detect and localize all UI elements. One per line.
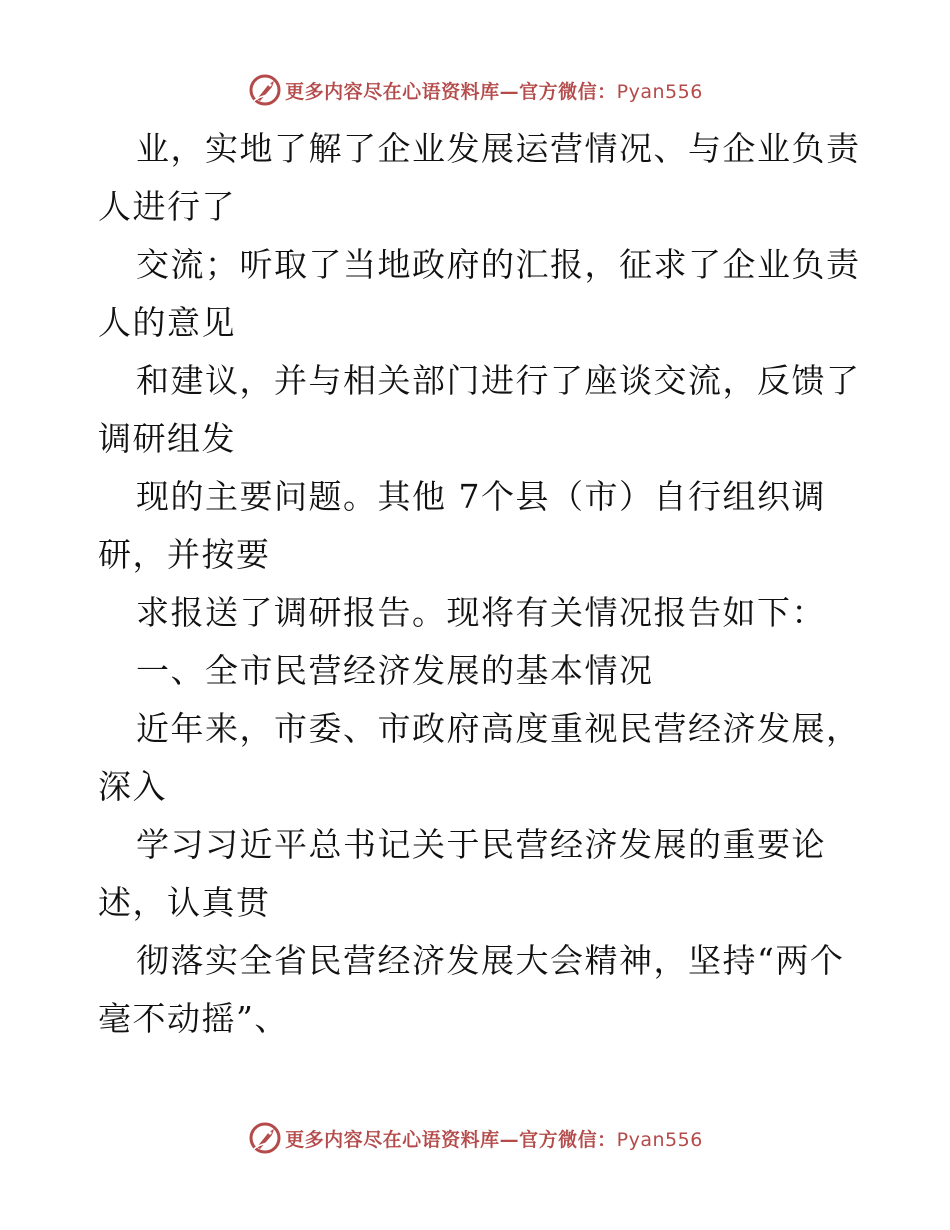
pen-nib-logo-icon bbox=[247, 72, 283, 108]
text-line: 交流；听取了当地政府的汇报，征求了企业负责 bbox=[136, 245, 861, 284]
text-line: 人的意见 bbox=[98, 303, 236, 342]
watermark-text: 更多内容尽在心语资料库—官方微信：Pyan556 bbox=[285, 1128, 703, 1151]
text-line: 学习习近平总书记关于民营经济发展的重要论 bbox=[136, 825, 826, 864]
text-line: 调研组发 bbox=[98, 419, 236, 458]
text-line: 近年来，市委、市政府高度重视民营经济发展， bbox=[136, 709, 861, 748]
text-line: 毫不动摇”、 bbox=[98, 999, 289, 1038]
text-line: 一、全市民营经济发展的基本情况 bbox=[136, 651, 654, 690]
text-line: 人进行了 bbox=[98, 187, 236, 226]
header-watermark bbox=[0, 70, 950, 110]
text-line: 述，认真贯 bbox=[98, 883, 271, 922]
footer-watermark bbox=[0, 1118, 950, 1158]
text-line: 深入 bbox=[98, 767, 167, 806]
text-line: 彻落实全省民营经济发展大会精神，坚持“两个 bbox=[136, 941, 845, 980]
document-body bbox=[98, 120, 861, 1048]
text-line: 求报送了调研报告。现将有关情况报告如下： bbox=[136, 593, 826, 632]
pen-nib-logo-icon bbox=[247, 1120, 283, 1156]
watermark-text: 更多内容尽在心语资料库—官方微信：Pyan556 bbox=[285, 80, 703, 103]
text-line: 现的主要问题。其他 7个县（市）自行组织调 bbox=[136, 477, 826, 516]
text-line: 和建议，并与相关部门进行了座谈交流，反馈了 bbox=[136, 361, 861, 400]
text-line: 业，实地了解了企业发展运营情况、与企业负责 bbox=[136, 129, 861, 168]
text-line: 研，并按要 bbox=[98, 535, 271, 574]
